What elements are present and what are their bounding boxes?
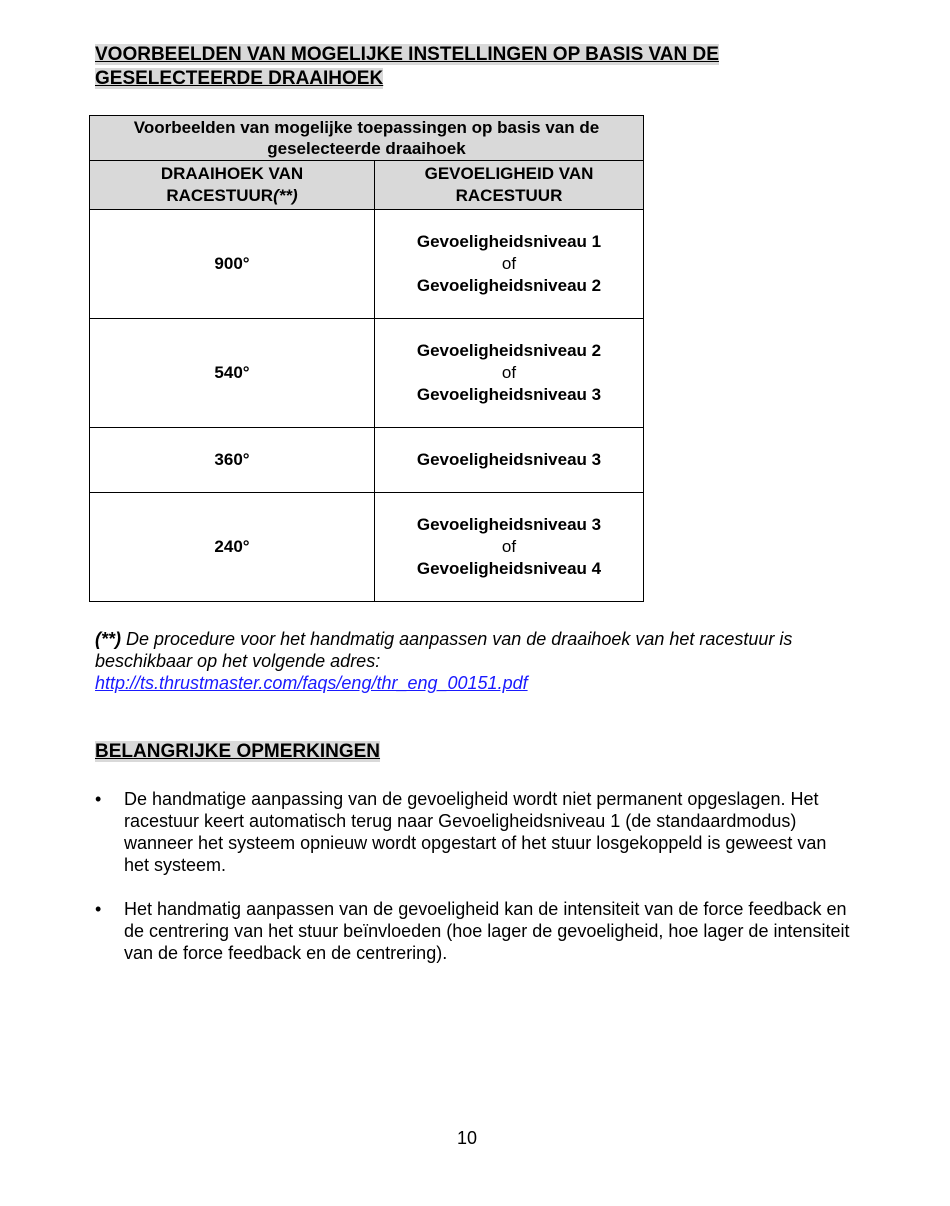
col-header-angle-text: DRAAIHOEK VAN RACESTUUR: [160, 164, 304, 205]
settings-table: [89, 115, 644, 602]
procedure-link[interactable]: http://ts.thrustmaster.com/faqs/eng/thr_eng_00151.pdf: [95, 673, 528, 693]
table-row: [90, 428, 644, 493]
page-heading-text: VOORBEELDEN VAN MOGELIJKE INSTELLINGEN OP BASIS VAN DE GESELECTEERDE DRAAIHOEK: [95, 44, 719, 89]
bullet-icon: •: [95, 899, 102, 919]
footnote-text: De procedure voor het handmatig aanpassen van de draaihoek van het racestuur is beschikbaar op het volgende adres:: [95, 629, 793, 671]
bullet-icon: •: [95, 789, 102, 809]
remarks-list: [95, 788, 850, 986]
col-header-angle-suffix: (**): [273, 186, 298, 205]
footnote: [95, 628, 855, 694]
sensitivity-cell: [375, 428, 644, 493]
or-text: of: [501, 363, 517, 382]
angle-cell: 540°: [90, 319, 375, 428]
table-caption: Voorbeelden van mogelijke toepassingen op basis van de geselecteerde draaihoek: [90, 116, 644, 161]
page-number: 10: [456, 1128, 478, 1148]
angle-cell: 240°: [90, 493, 375, 602]
sensitivity-level: Gevoeligheidsniveau 3: [416, 450, 602, 469]
remark-text: Het handmatig aanpassen van de gevoeligheid kan de intensiteit van de force feedback en de centrering van het stuur beïnvloeden (hoe lager de gevoeligheid, hoe lager de intensiteit van de force feedback en de centrering).: [124, 899, 850, 963]
sensitivity-level: Gevoeligheidsniveau 3: [416, 515, 602, 534]
page-heading: [95, 43, 815, 91]
table-row: [90, 319, 644, 428]
sensitivity-level: Gevoeligheidsniveau 2: [416, 276, 602, 295]
sensitivity-level: Gevoeligheidsniveau 4: [416, 559, 602, 578]
sensitivity-cell: [375, 210, 644, 319]
sensitivity-level: Gevoeligheidsniveau 3: [416, 385, 602, 404]
angle-cell: 360°: [90, 428, 375, 493]
table-caption-row: [90, 116, 644, 161]
sensitivity-level: Gevoeligheidsniveau 2: [416, 341, 602, 360]
sensitivity-level: Gevoeligheidsniveau 1: [416, 232, 602, 251]
angle-cell: 900°: [90, 210, 375, 319]
footnote-marker: (**): [95, 629, 121, 649]
or-text: of: [501, 254, 517, 273]
table-row: [90, 493, 644, 602]
remarks-heading-text: BELANGRIJKE OPMERKINGEN: [95, 741, 381, 762]
sensitivity-cell: [375, 319, 644, 428]
remarks-heading: [95, 740, 380, 764]
table-header-row: [90, 161, 644, 210]
col-header-angle: [90, 161, 375, 210]
or-text: of: [501, 537, 517, 556]
remark-text: De handmatige aanpassing van de gevoeligheid wordt niet permanent opgeslagen. Het racestuur keert automatisch terug naar Gevoeligheidsniveau 1 (de standaardmodus) wanneer het systeem opnieuw wordt opgestart of het stuur losgekoppeld is geweest van het systeem.: [124, 789, 827, 875]
list-item: [95, 788, 850, 876]
sensitivity-cell: [375, 493, 644, 602]
table-row: [90, 210, 644, 319]
list-item: [95, 898, 850, 964]
col-header-sensitivity: GEVOELIGHEID VAN RACESTUUR: [375, 161, 644, 210]
